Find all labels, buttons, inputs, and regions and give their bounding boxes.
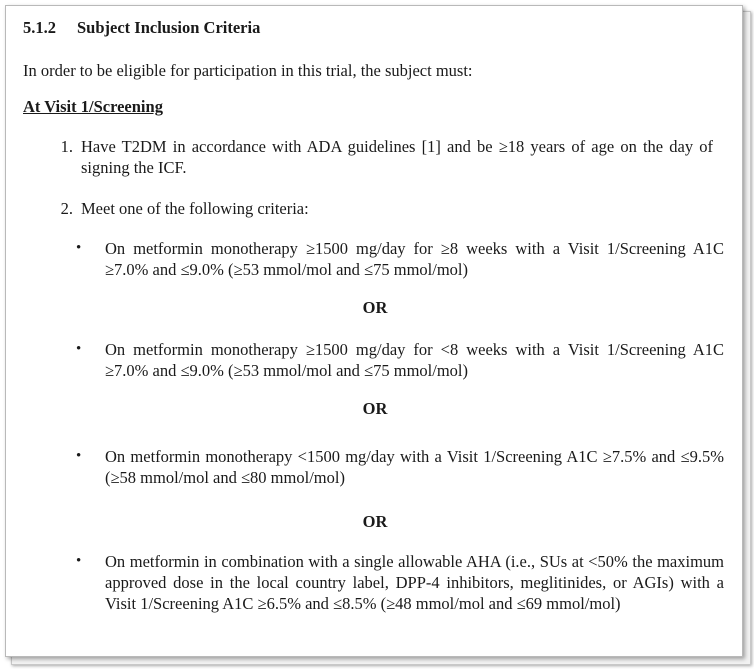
visit-heading: At Visit 1/Screening [23, 97, 163, 116]
option-item [76, 551, 724, 614]
criterion-text: Have T2DM in accordance with ADA guidelines [1] and be ≥18 years of age on the day of signing the ICF. [81, 137, 713, 177]
criterion-number: 2. [60, 199, 73, 218]
bullet-icon: • [76, 553, 82, 569]
option-item [76, 238, 724, 280]
option-text: On metformin monotherapy ≥1500 mg/day for ≥8 weeks with a Visit 1/Screening A1C ≥7.0% and ≤9.0% (≥53 mmol/mol and ≤75 mmol/mol) [105, 239, 724, 279]
bullet-icon: • [76, 341, 82, 357]
intro-paragraph: In order to be eligible for participation in this trial, the subject must: [23, 61, 473, 80]
or-separator: OR [362, 512, 388, 531]
bullet-icon: • [76, 240, 82, 256]
section-title: Subject Inclusion Criteria [77, 18, 261, 37]
option-item [76, 446, 724, 488]
or-separator: OR [362, 298, 388, 317]
document-page [5, 5, 743, 657]
criterion-item [48, 136, 713, 178]
criterion-item [48, 198, 713, 219]
criterion-text: Meet one of the following criteria: [81, 199, 309, 218]
option-text: On metformin monotherapy ≥1500 mg/day for <8 weeks with a Visit 1/Screening A1C ≥7.0% and ≤9.0% (≥53 mmol/mol and ≤75 mmol/mol) [105, 340, 724, 380]
section-heading [23, 18, 260, 38]
criterion-number: 1. [60, 137, 73, 156]
bullet-icon: • [76, 448, 82, 464]
option-item [76, 339, 724, 381]
section-number: 5.1.2 [23, 18, 56, 37]
option-text: On metformin monotherapy <1500 mg/day with a Visit 1/Screening A1C ≥7.5% and ≤9.5% (≥58 mmol/mol and ≤80 mmol/mol) [105, 447, 724, 487]
option-text: On metformin in combination with a single allowable AHA (i.e., SUs at <50% the maximum approved dose in the local country label, DPP-4 inhibitors, meglitinides, or AGIs) with a Visit 1/Screening A1C ≥6.5% and ≤8.5% (≥48 mmol/mol and ≤69 mmol/mol) [105, 552, 724, 613]
or-separator: OR [362, 399, 388, 418]
